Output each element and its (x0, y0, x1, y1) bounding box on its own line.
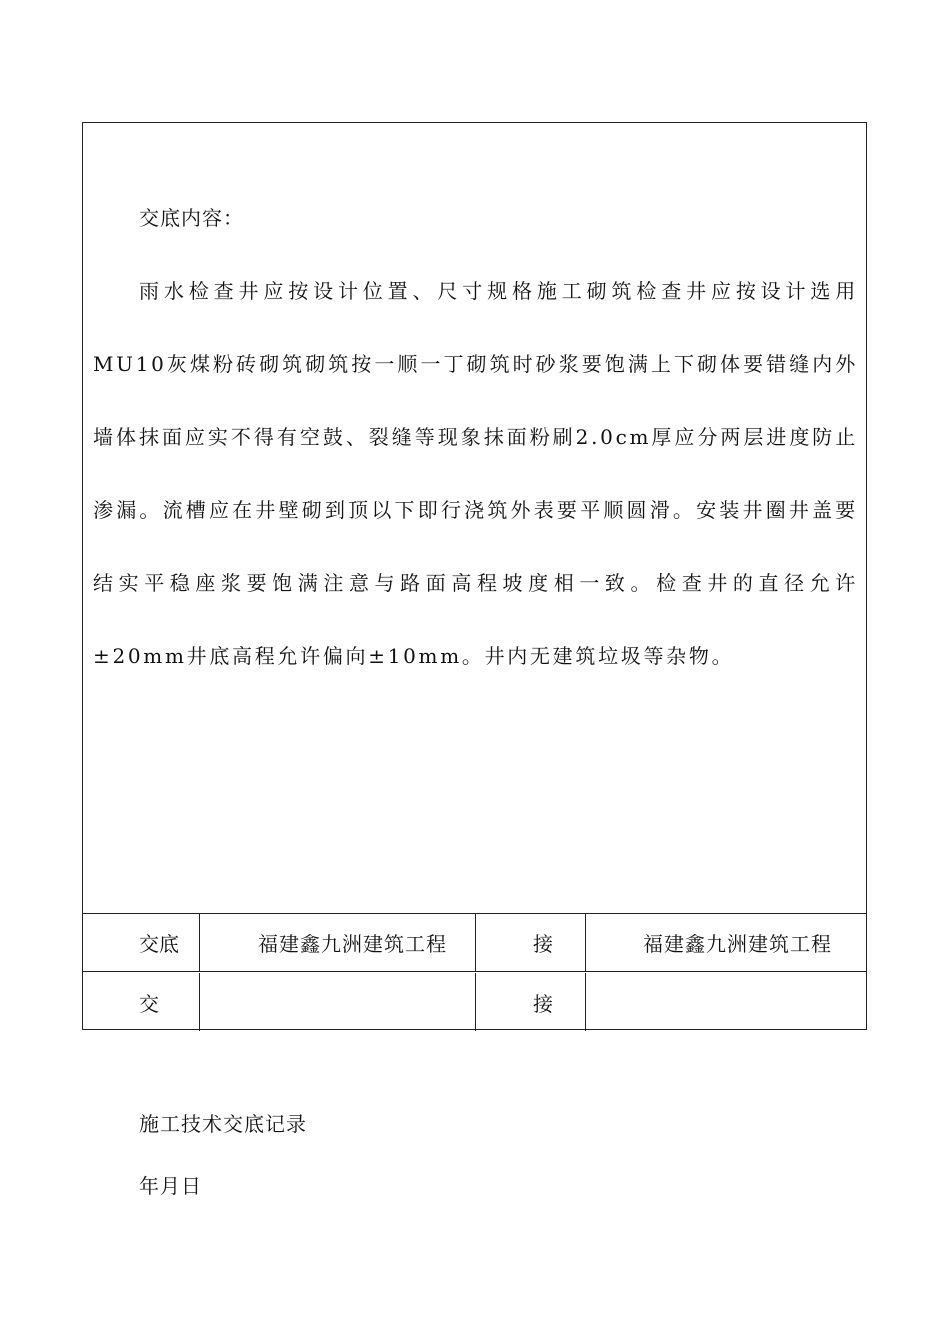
content-body: 雨水检查井应按设计位置、尺寸规格施工砌筑检查井应按设计选用MU10灰煤粉砖砌筑砌筑按一顺一丁砌筑时砂浆要饱满上下砌体要错缝内外墙体抹面应实不得有空鼓、裂缝等现象抹面粉刷2.0cm厚应分两层进度防止渗漏。流槽应在井壁砌到顶以下即行浇筑外表要平顺圆滑。安装井圈井盖要结实平稳座浆要饱满注意与路面高程坡度相一致。检查井的直径允许±20mm井底高程允许偏向±10mm。井内无建筑垃圾等杂物。 (93, 279, 858, 668)
receiver-unit: 福建鑫九洲建筑工程 (643, 932, 832, 956)
record-title: 施工技术交底记录 (139, 1112, 307, 1136)
record-date: 年月日 (139, 1174, 202, 1198)
receiver-signature-label: 接 (476, 973, 586, 1031)
disclosure-form (82, 122, 867, 1030)
sign-row-signature (83, 973, 866, 1031)
receiver-signature-field (586, 973, 868, 1031)
discloser-signature-field (200, 973, 476, 1031)
content-label: 交底内容： (139, 206, 244, 230)
discloser-signature-label: 交 (83, 973, 200, 1031)
receiver-label: 接 (476, 914, 586, 971)
content-section (83, 123, 866, 914)
discloser-label: 交底 (83, 914, 200, 971)
discloser-unit: 福建鑫九洲建筑工程 (200, 914, 476, 971)
sign-row-disclosure (83, 914, 866, 972)
